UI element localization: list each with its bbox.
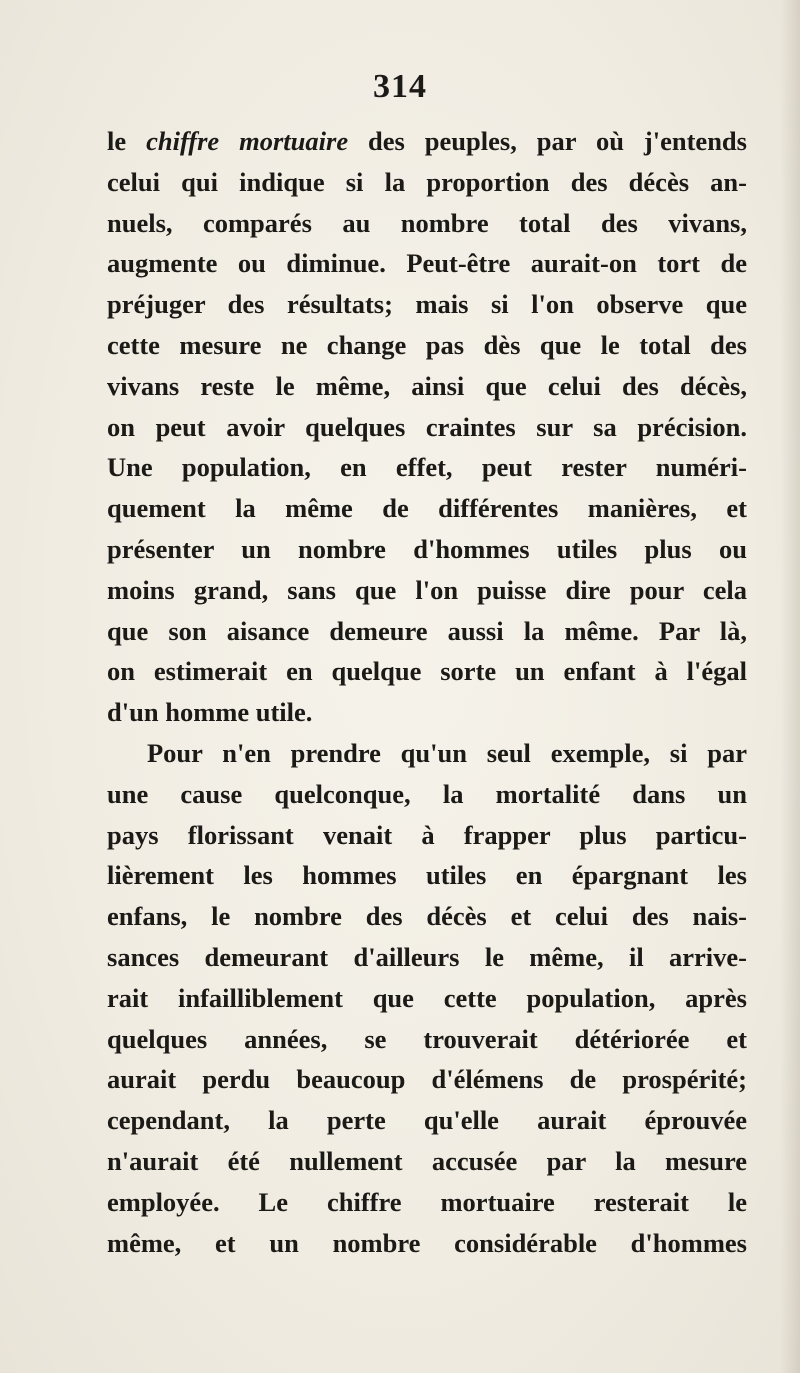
text-line: augmente ou diminue. Peut-être aurait-on tort de — [107, 248, 747, 279]
text-line: présenter un nombre d'hommes utiles plus ou — [107, 533, 747, 564]
paragraph-start-line: Pour n'en prendre qu'un seul exemple, si par — [147, 737, 747, 768]
text-line: cette mesure ne change pas dès que le total des — [107, 329, 747, 360]
page-edge-shadow — [780, 0, 800, 1373]
text-line: quelques années, se trouverait détériorée et — [107, 1023, 747, 1054]
text-line: quement la même de différentes manières, et — [107, 493, 747, 524]
text-line: aurait perdu beaucoup d'élémens de prospérité; — [107, 1064, 747, 1095]
text-line: cependant, la perte qu'elle aurait éprouvée — [107, 1105, 747, 1136]
text-line: rait infailliblement que cette population, après — [107, 982, 747, 1013]
text-line: même, et un nombre considérable d'hommes — [107, 1227, 747, 1258]
text-line: sances demeurant d'ailleurs le même, il arrive- — [107, 941, 747, 972]
text-line: celui qui indique si la proportion des décès an- — [107, 166, 747, 197]
emphasized-term: chiffre mortuaire — [146, 126, 349, 156]
text-line: pays florissant venait à frapper plus particu- — [107, 819, 747, 850]
text-line: préjuger des résultats; mais si l'on observe que — [107, 289, 747, 320]
text-line: lièrement les hommes utiles en épargnant les — [107, 860, 747, 891]
text-line: nuels, comparés au nombre total des vivans, — [107, 207, 747, 238]
text-line: vivans reste le même, ainsi que celui des décès, — [107, 370, 747, 401]
text-line: enfans, le nombre des décès et celui des nais- — [107, 901, 747, 932]
text-line: moins grand, sans que l'on puisse dire pour cela — [107, 574, 747, 605]
text-line: on estimerait en quelque sorte un enfant à l'égal — [107, 656, 747, 687]
page-number: 314 — [373, 68, 427, 105]
text-line: une cause quelconque, la mortalité dans un — [107, 778, 747, 809]
text-line: Une population, en effet, peut rester numéri- — [107, 452, 747, 483]
text-line: n'aurait été nullement accusée par la mesure — [107, 1145, 747, 1176]
text-line: employée. Le chiffre mortuaire resterait le — [107, 1186, 747, 1217]
body-text — [107, 121, 747, 1263]
paragraph-end-line: d'un homme utile. — [107, 697, 313, 728]
text-line: le chiffre mortuaire des peuples, par où j'entends — [107, 126, 747, 156]
text-line: on peut avoir quelques craintes sur sa précision. — [107, 411, 747, 442]
text-line: que son aisance demeure aussi la même. Par là, — [107, 615, 747, 646]
